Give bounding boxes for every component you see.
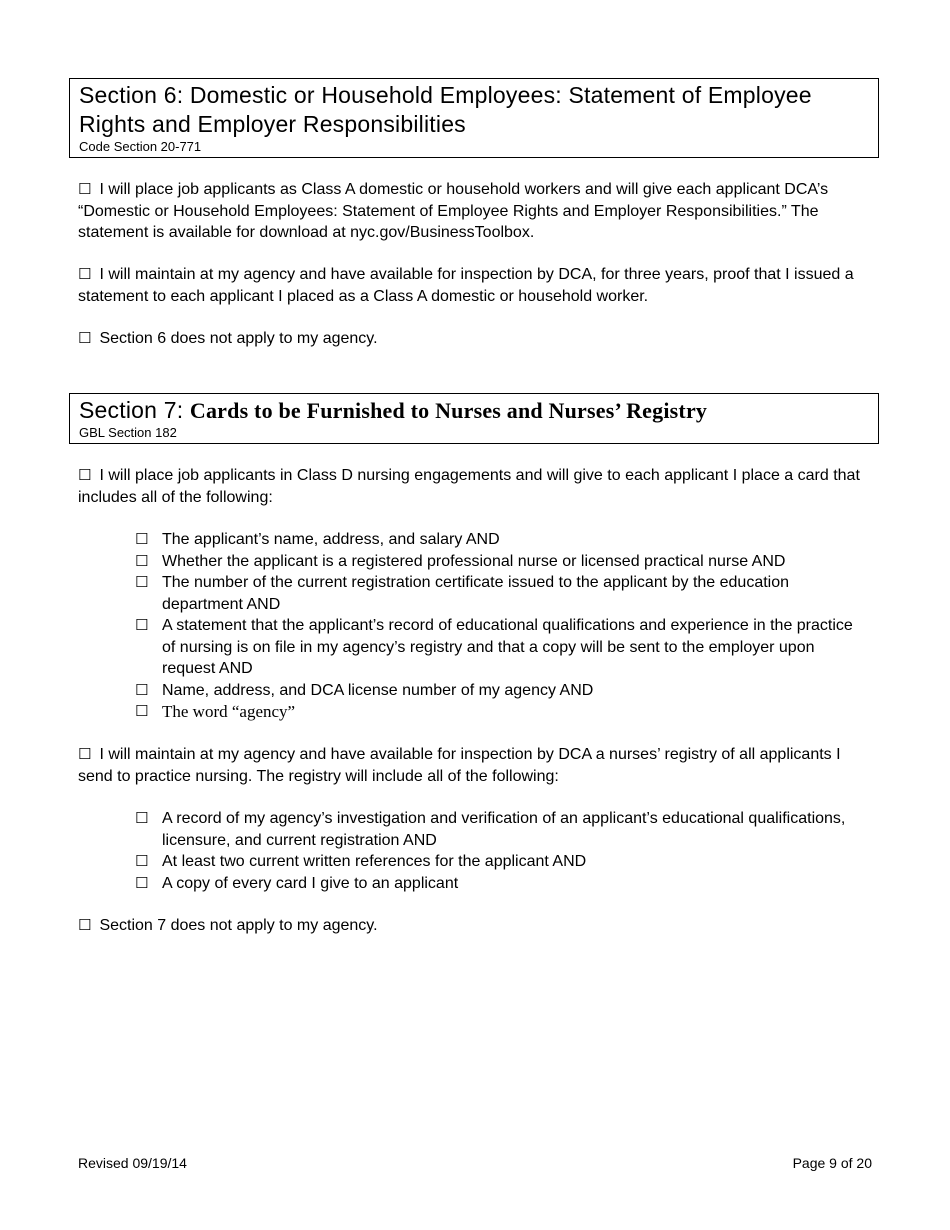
registry-requirements-list [135, 808, 855, 894]
section-6-code: Code Section 20-771 [79, 139, 202, 154]
section-7-item-1-text: I will place job applicants in Class D nursing engagements and will give to each applicant I place a card that includes all of the following: [78, 467, 860, 506]
revised-date: Revised 09/19/14 [78, 1155, 187, 1171]
list-item-text: At least two current written references for the applicant AND [162, 853, 587, 870]
section-7-item-2 [78, 744, 868, 787]
section-7-title-prefix: Section 7: [79, 397, 184, 423]
section-6-title: Section 6: Domestic or Household Employees: Statement of Employee Rights and Employer Responsibilities [79, 82, 812, 137]
list-item [135, 851, 855, 873]
section-7-item-2-text: I will maintain at my agency and have available for inspection by DCA a nurses’ registry of all applicants I send to practice nursing. The registry will include all of the following: [78, 746, 841, 785]
section-6-item-3-text: Section 6 does not apply to my agency. [99, 330, 378, 347]
section-7-item-3-text: Section 7 does not apply to my agency. [99, 917, 378, 934]
list-item-text: A copy of every card I give to an applicant [162, 874, 459, 892]
card-requirements-list [135, 529, 855, 723]
checkbox[interactable]: ☐ [78, 466, 92, 484]
section-7-header [69, 393, 879, 444]
section-6-item-2 [78, 264, 868, 307]
list-item-text: The number of the current registration certificate issued to the applicant by the education department AND [162, 574, 790, 613]
section-7-code: GBL Section 182 [79, 425, 177, 440]
list-item-text: A statement that the applicant’s record of educational qualifications and experience in the practice of nursing is on file in my agency’s registry and that a copy will be sent to the employer upon request AND [162, 617, 853, 677]
list-item-text: A record of my agency’s investigation and verification of an applicant’s educational qualifications, licensure, and current registration AND [162, 810, 846, 849]
list-item-text: Name, address, and DCA license number of my agency AND [162, 681, 594, 699]
page-number: Page 9 of 20 [792, 1155, 872, 1171]
section-7-item-1 [78, 465, 868, 508]
checkbox[interactable]: ☐ [135, 551, 149, 570]
list-item [135, 529, 855, 551]
checkbox[interactable]: ☐ [78, 916, 92, 934]
checkbox[interactable]: ☐ [135, 702, 149, 720]
list-item-text: Whether the applicant is a registered professional nurse or licensed practical nurse AND [162, 552, 786, 570]
list-item [135, 680, 855, 702]
checkbox[interactable]: ☐ [135, 680, 149, 699]
section-7-title-main: Cards to be Furnished to Nurses and Nurses’ Registry [189, 398, 708, 423]
checkbox[interactable]: ☐ [135, 530, 149, 548]
list-item [135, 551, 855, 573]
checkbox[interactable]: ☐ [78, 745, 92, 763]
checkbox[interactable]: ☐ [78, 265, 92, 283]
list-item [135, 873, 855, 895]
checkbox[interactable]: ☐ [135, 616, 149, 634]
checkbox[interactable]: ☐ [135, 852, 149, 870]
list-item [135, 701, 855, 723]
list-item [135, 615, 855, 680]
list-item-text: The word “agency” [162, 702, 296, 721]
checkbox[interactable]: ☐ [135, 573, 149, 591]
section-7-title [79, 396, 869, 425]
checkbox[interactable]: ☐ [135, 809, 149, 827]
checkbox[interactable]: ☐ [135, 873, 149, 892]
list-item-text: The applicant’s name, address, and salary AND [162, 531, 500, 548]
section-6-item-3 [78, 328, 868, 350]
section-6-item-1 [78, 179, 868, 244]
section-7-item-3 [78, 915, 868, 937]
section-6-item-2-text: I will maintain at my agency and have available for inspection by DCA, for three years, proof that I issued a statement to each applicant I placed as a Class A domestic or household worker. [78, 266, 854, 305]
checkbox[interactable]: ☐ [78, 180, 92, 198]
list-item [135, 808, 855, 851]
checkbox[interactable]: ☐ [78, 329, 92, 347]
section-6-header [69, 78, 879, 158]
list-item [135, 572, 855, 615]
section-6-item-1-text: I will place job applicants as Class A domestic or household workers and will give each applicant DCA’s “Domestic or Household Employees: Statement of Employee Rights and Employer Responsibilities.” The statement is available for download at nyc.gov/BusinessToolbox. [78, 181, 829, 241]
